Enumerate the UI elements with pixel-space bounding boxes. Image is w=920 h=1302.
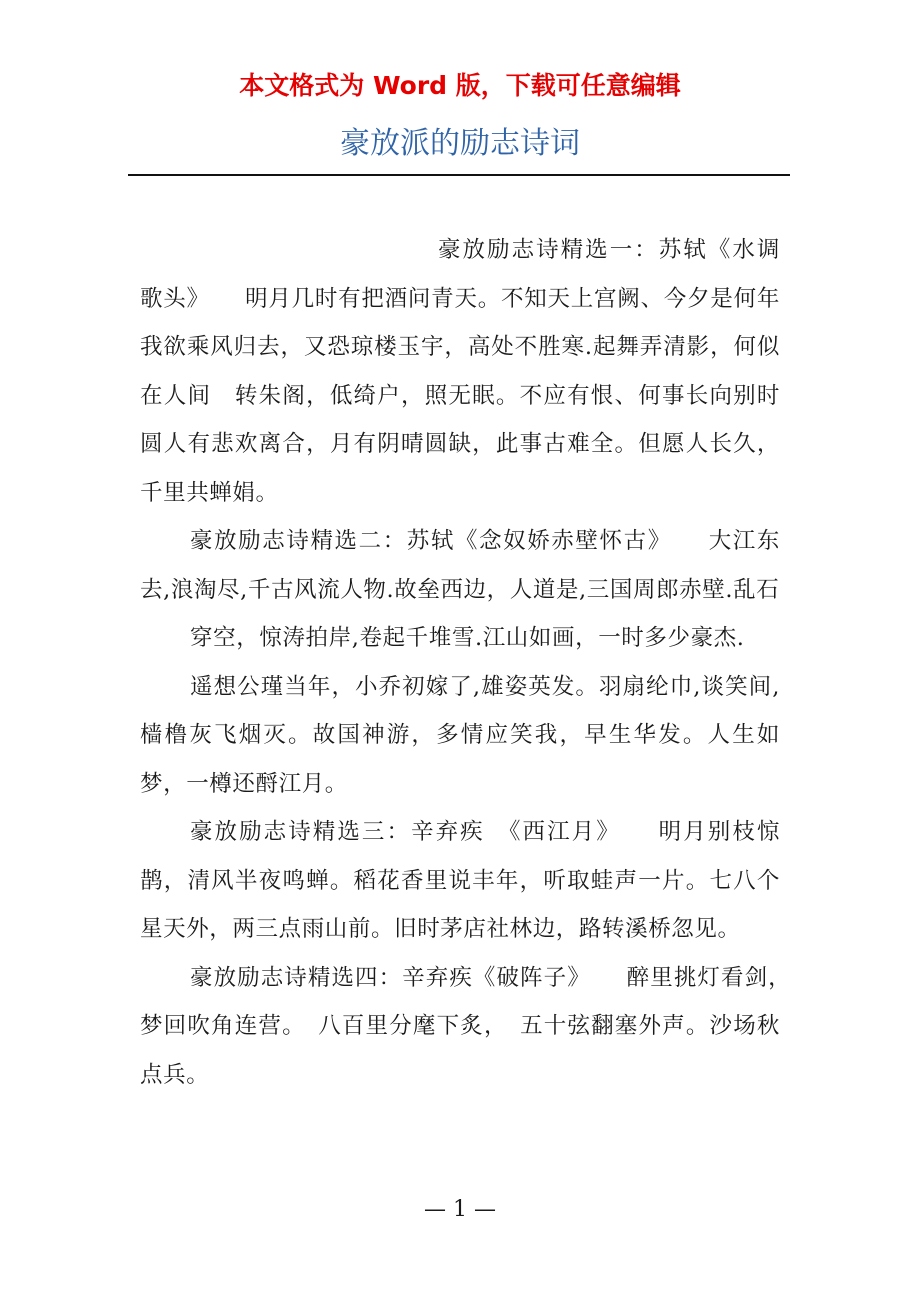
document-body [140, 226, 804, 1099]
paragraph-4: 遥想公瑾当年，小乔初嫁了,雄姿英发。羽扇纶巾,谈笑间,樯橹灰飞烟灭。故国神游，多情应笑我，早生华发。人生如梦，一樽还酹江月。 [140, 673, 780, 797]
paragraph-2: 豪放励志诗精选二：苏轼《念奴娇赤壁怀古》 大江东去,浪淘尽,千古风流人物.故垒西边，人道是,三国周郎赤壁.乱石 [140, 528, 780, 603]
format-banner: 本文格式为 Word 版，下载可任意编辑 [239, 71, 681, 100]
title-divider [128, 174, 790, 176]
paragraph-5: 豪放励志诗精选三：辛弃疾 《西江月》 明月别枝惊鹊，清风半夜鸣蝉。稻花香里说丰年，听取蛙声一片。七八个星天外，两三点雨山前。旧时茅店社林边，路转溪桥忽见。 [140, 819, 780, 942]
page-number: — 1 — [424, 1197, 496, 1222]
paragraph-6: 豪放励志诗精选四：辛弃疾《破阵子》 醉里挑灯看剑， 梦回吹角连营。 八百里分麾下炙， 五十弦翻塞外声。沙场秋点兵。 [140, 964, 804, 1088]
paragraph-3: 穿空，惊涛拍岸,卷起千堆雪.江山如画，一时多少豪杰. [190, 625, 745, 651]
paragraph-1: 豪放励志诗精选一：苏轼《水调歌头》 明月几时有把酒问青天。不知天上宫阙、今夕是何年我欲乘风归去，又恐琼楼玉宇，高处不胜寒.起舞弄清影，何似在人间 转朱阁，低绮户，照无眠。不应有恨、何事长向别时圆人有悲欢离合，月有阴晴圆缺，此事古难全。但愿人长久，千里共蝉娟。 [140, 237, 780, 506]
document-title: 豪放派的励志诗词 [340, 126, 580, 161]
